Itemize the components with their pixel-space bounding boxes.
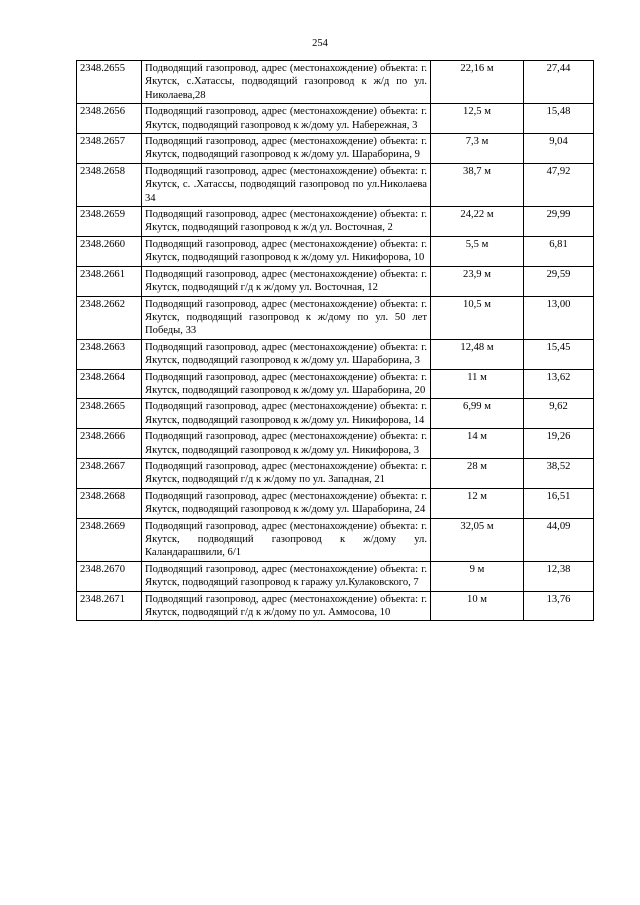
row-description: Подводящий газопровод, адрес (местонахождение) объекта: г. Якутск, подводящий газопровод к ж/дому ул. Никифорова, 14	[142, 399, 431, 429]
table-row	[77, 429, 594, 459]
row-code: 2348.2666	[77, 429, 142, 459]
row-value: 12,38	[524, 561, 594, 591]
row-length: 22,16 м	[431, 61, 524, 104]
row-value: 29,99	[524, 207, 594, 237]
row-length: 24,22 м	[431, 207, 524, 237]
row-value: 9,04	[524, 134, 594, 164]
row-code: 2348.2663	[77, 339, 142, 369]
row-value: 13,76	[524, 591, 594, 621]
table-row	[77, 207, 594, 237]
row-length: 6,99 м	[431, 399, 524, 429]
row-length: 7,3 м	[431, 134, 524, 164]
row-description: Подводящий газопровод, адрес (местонахождение) объекта: г. Якутск, подводящий газопровод к ж/дому ул. Никифорова, 3	[142, 429, 431, 459]
row-value: 19,26	[524, 429, 594, 459]
row-description: Подводящий газопровод, адрес (местонахождение) объекта: г. Якутск, с. .Хатассы, подводящий газопровод по ул.Николаева 34	[142, 163, 431, 206]
table-row	[77, 61, 594, 104]
table-row	[77, 134, 594, 164]
row-value: 13,00	[524, 296, 594, 339]
row-description: Подводящий газопровод, адрес (местонахождение) объекта: г. Якутск, подводящий газопровод к ж/дому ул. Шараборина, 3	[142, 339, 431, 369]
row-description: Подводящий газопровод, адрес (местонахождение) объекта: г. Якутск, подводящий г/д к ж/дому по ул. Аммосова, 10	[142, 591, 431, 621]
row-code: 2348.2662	[77, 296, 142, 339]
row-code: 2348.2669	[77, 518, 142, 561]
row-code: 2348.2665	[77, 399, 142, 429]
row-description: Подводящий газопровод, адрес (местонахождение) объекта: г. Якутск, подводящий газопровод к ж/дому ул. Никифорова, 10	[142, 236, 431, 266]
row-length: 14 м	[431, 429, 524, 459]
row-value: 15,45	[524, 339, 594, 369]
row-length: 5,5 м	[431, 236, 524, 266]
row-value: 44,09	[524, 518, 594, 561]
row-code: 2348.2657	[77, 134, 142, 164]
row-value: 13,62	[524, 369, 594, 399]
table-row	[77, 488, 594, 518]
row-length: 32,05 м	[431, 518, 524, 561]
row-length: 9 м	[431, 561, 524, 591]
row-length: 23,9 м	[431, 266, 524, 296]
table-row	[77, 296, 594, 339]
table-row	[77, 339, 594, 369]
row-code: 2348.2667	[77, 458, 142, 488]
row-length: 10,5 м	[431, 296, 524, 339]
row-code: 2348.2661	[77, 266, 142, 296]
table-row	[77, 236, 594, 266]
row-code: 2348.2659	[77, 207, 142, 237]
row-description: Подводящий газопровод, адрес (местонахождение) объекта: г. Якутск, подводящий газопровод к ж/дому ул. Шараборина, 20	[142, 369, 431, 399]
row-code: 2348.2658	[77, 163, 142, 206]
row-code: 2348.2668	[77, 488, 142, 518]
table-row	[77, 104, 594, 134]
page-number: 254	[312, 38, 328, 49]
table-row	[77, 561, 594, 591]
table-row	[77, 399, 594, 429]
row-code: 2348.2670	[77, 561, 142, 591]
row-value: 16,51	[524, 488, 594, 518]
row-length: 12,5 м	[431, 104, 524, 134]
row-description: Подводящий газопровод, адрес (местонахождение) объекта: г. Якутск, подводящий газопровод к ж/дому ул. Каландарашвили, 6/1	[142, 518, 431, 561]
row-description: Подводящий газопровод, адрес (местонахождение) объекта: г. Якутск, подводящий газопровод к ж/дому ул. Шараборина, 9	[142, 134, 431, 164]
row-description: Подводящий газопровод, адрес (местонахождение) объекта: г. Якутск, подводящий г/д к ж/дому по ул. Западная, 21	[142, 458, 431, 488]
row-value: 47,92	[524, 163, 594, 206]
row-length: 11 м	[431, 369, 524, 399]
row-description: Подводящий газопровод, адрес (местонахождение) объекта: г. Якутск, подводящий газопровод к ж/дому ул. Шараборина, 24	[142, 488, 431, 518]
row-value: 6,81	[524, 236, 594, 266]
row-length: 10 м	[431, 591, 524, 621]
registry-table-body	[77, 61, 594, 621]
row-description: Подводящий газопровод, адрес (местонахождение) объекта: г. Якутск, с.Хатассы, подводящий газопровод к ж/д по ул. Николаева,28	[142, 61, 431, 104]
registry-table	[76, 60, 594, 621]
table-row	[77, 369, 594, 399]
row-length: 12 м	[431, 488, 524, 518]
row-value: 38,52	[524, 458, 594, 488]
row-value: 9,62	[524, 399, 594, 429]
row-code: 2348.2655	[77, 61, 142, 104]
row-length: 28 м	[431, 458, 524, 488]
row-code: 2348.2664	[77, 369, 142, 399]
table-row	[77, 518, 594, 561]
row-value: 15,48	[524, 104, 594, 134]
table-row	[77, 163, 594, 206]
row-value: 29,59	[524, 266, 594, 296]
table-row	[77, 266, 594, 296]
row-length: 38,7 м	[431, 163, 524, 206]
row-code: 2348.2660	[77, 236, 142, 266]
table-row	[77, 458, 594, 488]
row-description: Подводящий газопровод, адрес (местонахождение) объекта: г. Якутск, подводящий газопровод к ж/д ул. Восточная, 2	[142, 207, 431, 237]
row-description: Подводящий газопровод, адрес (местонахождение) объекта: г. Якутск, подводящий газопровод к ж/дому по ул. 50 лет Победы, 33	[142, 296, 431, 339]
row-description: Подводящий газопровод, адрес (местонахождение) объекта: г. Якутск, подводящий газопровод к ж/дому ул. Набережная, 3	[142, 104, 431, 134]
row-code: 2348.2656	[77, 104, 142, 134]
row-code: 2348.2671	[77, 591, 142, 621]
row-length: 12,48 м	[431, 339, 524, 369]
table-row	[77, 591, 594, 621]
row-description: Подводящий газопровод, адрес (местонахождение) объекта: г. Якутск, подводящий газопровод к гаражу ул.Кулаковского, 7	[142, 561, 431, 591]
row-description: Подводящий газопровод, адрес (местонахождение) объекта: г. Якутск, подводящий г/д к ж/дому ул. Восточная, 12	[142, 266, 431, 296]
row-value: 27,44	[524, 61, 594, 104]
